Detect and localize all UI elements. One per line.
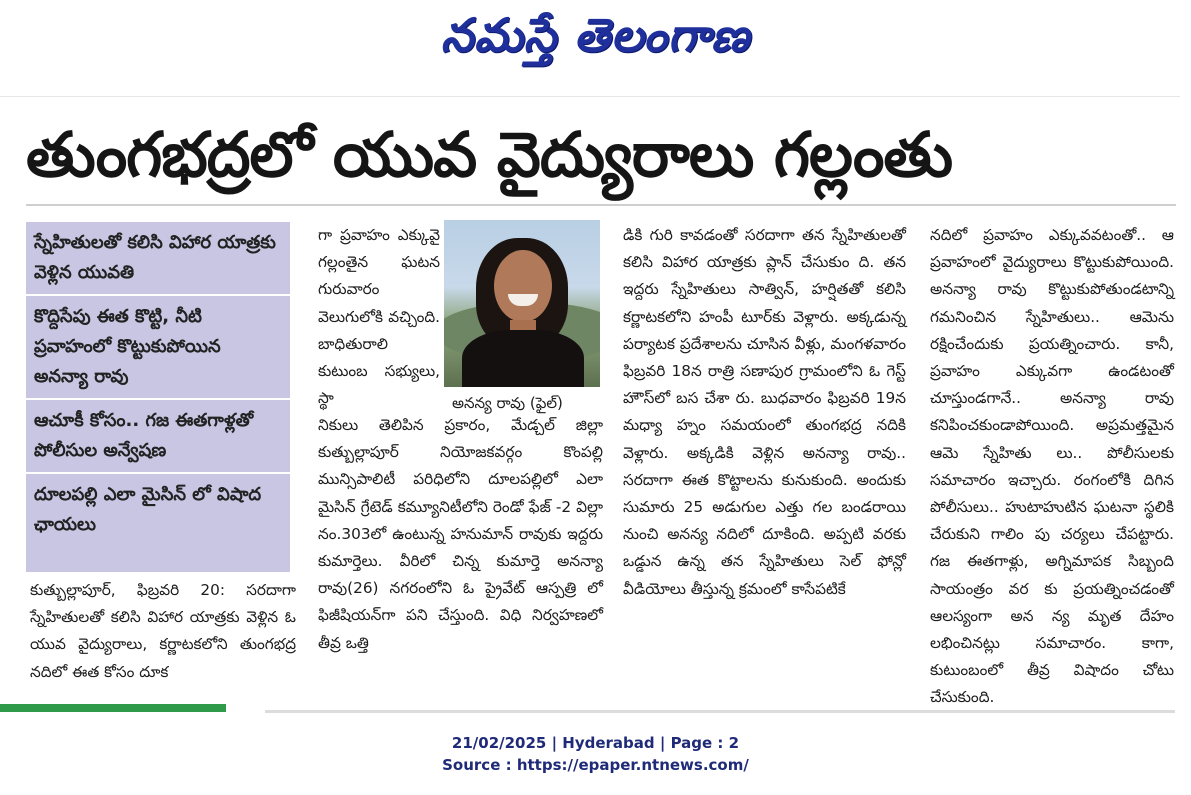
article-column-2-top [318,222,440,412]
footer [0,732,1191,776]
summary-point: కొద్దిసేపు ఈత కొట్టి, నీటి ప్రవాహంలో కొట్టుకుపోయిన అనన్యా రావు [26,296,290,400]
summary-point: స్నేహితులతో కలిసి విహార యాత్రకు వెళ్లిన యువతి [26,222,290,296]
article-column-3 [623,222,906,603]
dateline: 21/02/2025 | Hyderabad | Page : 2 [451,734,740,752]
summary-box [26,222,290,572]
article-headline: తుంగభద్రలో యువ వైద్యురాలు గల్లంతు [26,118,953,191]
body-text: కుత్బుల్లాపూర్, ఫిబ్రవరి 20: సరదాగా స్నేహితులతో కలిసి విహార యాత్రకు వెళ్లిన ఓ యువ వైద్యురాలు, కర్ణాటకలోని తుంగభద్ర నదిలో ఈత కోసం దూక [30,581,296,681]
portrait-photo [444,220,600,387]
masthead [0,0,1191,95]
headline-rule [26,204,1176,206]
article-column-1 [30,577,296,686]
body-text: నికులు తెలిపిన ప్రకారం, మేడ్చల్ జిల్లా కుత్బుల్లాపూర్ నియోజకవర్గం కొంపల్లి మున్సిపాలిటీ పరిధిలోని దూలపల్లిలో ఎలా మైసిన్ గ్రేటెడ్ కమ్యూనిటీలోని రెండో ఫేజ్ -2 విల్లా నం.303లో ఉంటున్న హనుమాన్ రావుకు ఇద్దరు కుమార్తెలు. వీరిలో చిన్న కుమార్తె అనన్యా రావు(26) నగరంలోని ఓ ప్రైవేట్ ఆస్పత్రి లో ఫిజీషియన్‌గా పని చేస్తుంది. విధి నిర్వహణలో తీవ్ర ఒత్తి [318,416,603,652]
summary-point: దూలపల్లి ఎలా మైసిన్ లో విషాద ఛాయలు [34,484,262,535]
masthead-divider [0,96,1180,97]
article-column-4 [930,222,1174,712]
summary-point: ఆచూకీ కోసం.. గజ ఈతగాళ్లతో పోలీసుల అన్వేషణ [26,400,290,474]
bottom-rule [265,710,1175,713]
body-text: డికి గురి కావడంతో సరదాగా తన స్నేహితులతో కలిసి విహార యాత్రకు ప్లాన్ చేసుకుం ది. తన ఇద్దరు స్నేహితులు సాత్విన్, హర్షితతో కలిసి కర్ణాటకలోని హంపీ టూర్‌కు వెళ్లారు. అక్కడున్న పర్యాటక ప్రదేశాలను చూసిన వీళ్లు, మంగళవారం ఫిబ్రవరి 18న రాత్రి సణాపుర గ్రామంలోని ఓ గెస్ట్ హౌస్‌లో బస చేశా రు. బుధవారం ఫిబ్రవరి 19న మధ్యా హ్నం సమయంలో తుంగభద్ర నదికి వెళ్లారు. అక్కడికి వెళ్లిన అనన్యా రావు.. సరదాగా ఈత కొట్టాలను కునుకుంది. అందుకు సుమారు 25 అడుగుల ఎత్తు గల బండరాయి నుంచి అనన్య నదిలో దూకింది. అప్పటి వరకు ఒడ్డున ఉన్న తన స్నేహితులు సెల్ ఫోన్లో వీడియోలు తీస్తున్న క్రమంలో కాసేపటికే [623,226,906,598]
article-column-2 [318,412,603,657]
photo-caption: అనన్య రావు (ఫైల్) [452,394,563,412]
source-line: Source : https://epaper.ntnews.com/ [442,756,749,774]
body-text: నదిలో ప్రవాహం ఎక్కువవటంతో.. ఆ ప్రవాహంలో వైద్యురాలు కొట్టుకుపోయింది. అనన్యా రావు కొట్టుకుపోతుండటాన్ని గమనించిన స్నేహితులు.. ఆమెను రక్షించేందుకు ప్రయత్నించారు. కానీ, ప్రవాహం ఎక్కువగా ఉండటంతో చూస్తుండగానే.. అనన్యా రావు కనిపించకుండాపోయింది. అప్రమత్తమైన ఆమె స్నేహితు లు.. పోలీసులకు సమాచారం ఇచ్చారు. రంగంలోకి దిగిన పోలీసులు.. హుటాహుటిన ఘటనా స్థలికి చేరుకుని గాలిం పు చర్యలు చేపట్టారు. గజ ఈతగాళ్లు, అగ్నిమాపక సిబ్బంది సాయంత్రం వర కు ప్రయత్నించడంతో ఆలస్యంగా అన న్య మృత దేహం లభించినట్లు సమాచారం. కాగా, కుటుంబంలో తీవ్ర విషాదం చోటు చేసుకుంది. [930,226,1174,707]
newspaper-logo: నమస్తే తెలంగాణ [440,8,751,62]
green-accent-bar [0,704,226,712]
body-text: గా ప్రవాహం ఎక్కువై గల్లంతైన ఘటన గురువారం వెలుగులోకి వచ్చింది. బాధితురాలి కుటుంబ సభ్యులు, స్థా [318,226,440,408]
